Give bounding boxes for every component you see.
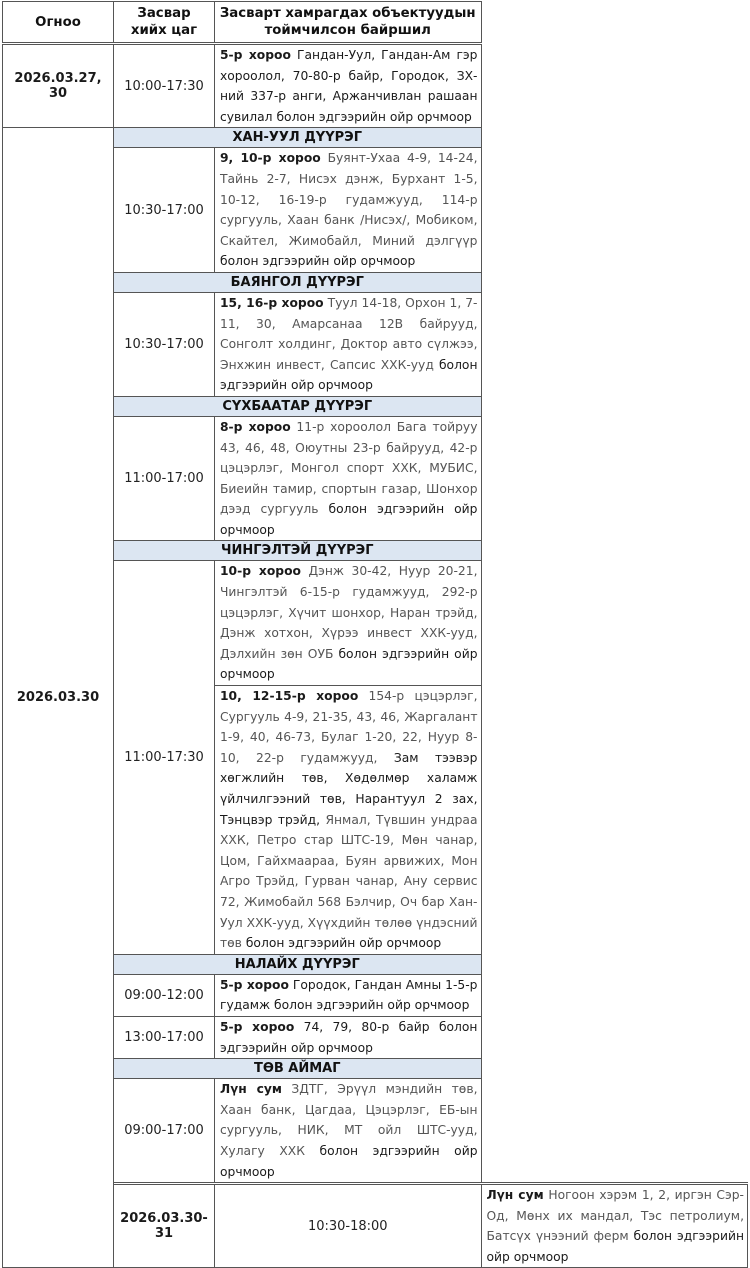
time-cell: 11:00-17:00: [114, 416, 215, 541]
time-cell: 09:00-17:00: [114, 1079, 215, 1183]
table-row: [3, 954, 748, 974]
location-cell: [215, 1079, 482, 1183]
date-cell: 2026.03.30: [3, 128, 114, 1268]
location-cell: [215, 292, 482, 396]
location-text: 11-р хороолол Бага тойруу 43, 46, 48, Оюутны 23-р байрууд, 42-р цэцэрлэг, Монгол спорт ХХК, МУБИС, Биеийн тамир, спортын газар, Шонхор дээд сургууль: [220, 419, 478, 517]
table-row: [3, 1059, 748, 1079]
section-header: ТӨВ АЙМАГ: [114, 1059, 482, 1079]
khoroo-label: 5-р хороо: [220, 977, 289, 992]
table-row: [3, 396, 748, 416]
khoroo-label: 5-р хороо: [220, 48, 291, 62]
table-row: [3, 1079, 748, 1183]
table-row: [3, 128, 748, 148]
header-location: Засварт хамрагдах объектуудын тоймчилсон байршил: [215, 2, 482, 43]
khoroo-label: 10-р хороо: [220, 564, 301, 579]
location-cell: [215, 561, 482, 686]
khoroo-label: 15, 16-р хороо: [220, 295, 324, 310]
section-header: БАЯНГОЛ ДҮҮРЭГ: [114, 272, 482, 292]
date-cell: 2026.03.30-31: [114, 1185, 215, 1268]
table-row: [3, 148, 748, 273]
location-text: ЗДТГ, Эрүүл мэндийн төв, Хаан банк, Цагдаа, Цэцэрлэг, ЕБ-ын сургууль, НИК, МТ ойл ШТС-ууд, Хулагу ХХК: [220, 1082, 478, 1158]
table-row: [3, 541, 748, 561]
time-cell: 10:00-17:30: [114, 45, 215, 128]
table-row: [3, 45, 748, 128]
location-tail: болон эдгээрийн ойр орчмоор: [220, 1143, 478, 1179]
khoroo-label: Лүн сум: [220, 1082, 282, 1097]
location-cell: [215, 686, 482, 955]
location-text: Дэнж 30-42, Нуур 20-21, Чингэлтэй 6-15-р гудамжууд, 292-р цэцэрлэг, Хүчит шонхор, Наран трэйд, Дэнж хотхон, Хүрээ инвест ХХК-ууд, Дэлхийн зөн ОУБ: [220, 564, 478, 661]
time-cell: 13:00-17:00: [114, 1016, 215, 1058]
location-text: Гандан-Уул, Гандан-Ам гэр хороолол, 70-80-р байр, Городок, ЗХ-ний 337-р анги, Аржанчивлан рашаан сувилал: [220, 48, 478, 124]
table-row: [3, 1185, 748, 1268]
location-tail: болон эдгээрийн ойр орчмоор: [220, 646, 478, 682]
location-cell: [215, 974, 482, 1016]
header-time: Засвар хийх цаг: [114, 2, 215, 43]
table-row: [3, 974, 748, 1016]
date-cell: 2026.03.27, 30: [3, 45, 114, 128]
table-row: [3, 561, 748, 686]
location-text: 154-р цэцэрлэг, Сургууль 4-9, 21-35, 43, 46, Жаргалант 1-9, 40, 46-73, Булаг 1-20, 22, Нуур 8-10, 22-р гудамжууд,: [220, 689, 478, 765]
location-text: Буянт-Ухаа 4-9, 14-24, Тайнь 2-7, Нисэх дэнж, Бурхант 1-5, 10-12, 16-19-р гудамжууд, 114-р сургууль, Хаан банк /Нисэх/, Мобиком, Скайтел, Жимобайл, Миний дэлгүүр: [220, 151, 478, 248]
location-text-highlight: Зам тээвэр хөгжлийн төв, Хөдөлмөр халамж үйлчилгээний төв, Нарантуул 2 зах, Тэнцвэр трэйд,: [220, 750, 478, 827]
location-tail: болон эдгээрийн ойр орчмоор: [220, 502, 478, 537]
khoroo-label: Лүн сум: [486, 1188, 544, 1203]
table-row: [3, 1016, 748, 1058]
location-text: 74, 79, 80-р байр: [294, 1019, 430, 1034]
khoroo-label: 8-р хороо: [220, 419, 291, 434]
header-row: [3, 2, 748, 43]
time-cell: 10:30-18:00: [215, 1185, 482, 1268]
location-cell: [215, 1016, 482, 1058]
khoroo-label: 9, 10-р хороо: [220, 151, 321, 166]
time-cell: 10:30-17:00: [114, 292, 215, 396]
location-tail: болон эдгээрийн ойр орчмоор: [270, 998, 470, 1013]
location-tail: болон эдгээрийн ойр орчмоор: [272, 109, 472, 124]
header-date: Огноо: [3, 2, 114, 43]
outage-schedule-table: [2, 1, 748, 1268]
time-cell: 09:00-12:00: [114, 974, 215, 1016]
location-text: Янмал, Түвшин ундраа ХХК, Петро стар ШТС-19, Мөн чанар, Цом, Гайхмаараа, Буян арвижих, Мон Агро Трэйд, Гурван чанар, Ану сервис 72, Жимобайл 568 Бэлчир, Оч бар Хан-Уул ХХК-ууд, Хүүхдийн төлөө үндэсний төв: [220, 812, 478, 951]
khoroo-label: 10, 12-15-р хороо: [220, 689, 359, 704]
section-header: СҮХБААТАР ДҮҮРЭГ: [114, 396, 482, 416]
table-row: [3, 292, 748, 396]
location-cell: [215, 45, 482, 128]
location-cell: [215, 416, 482, 541]
time-cell: 10:30-17:00: [114, 148, 215, 273]
time-cell: 11:00-17:30: [114, 561, 215, 954]
location-cell: [215, 148, 482, 273]
khoroo-label: 5-р хороо: [220, 1019, 295, 1034]
location-tail: болон эдгээрийн ойр орчмоор: [220, 357, 478, 393]
table-row: [3, 272, 748, 292]
location-text: Туул 14-18, Орхон 1, 7-11, 30, Амарсанаа 12В байрууд, Сонголт холдинг, Доктор авто сүлжээ, Энхжин инвест, Сапсис ХХК-ууд: [220, 295, 478, 372]
location-tail: болон эдгээрийн ойр орчмоор: [220, 1019, 478, 1055]
section-header: ХАН-УУЛ ДҮҮРЭГ: [114, 128, 482, 148]
location-text: Городок, Гандан Амны 1-5-р гудамж: [220, 977, 478, 1013]
location-cell: [481, 1185, 748, 1268]
location-tail: болон эдгээрийн ойр орчмоор: [241, 936, 442, 951]
location-tail: болон эдгээрийн ойр орчмоор: [486, 1229, 744, 1264]
location-tail: болон эдгээрийн ойр орчмоор: [220, 254, 416, 269]
section-header: ЧИНГЭЛТЭЙ ДҮҮРЭГ: [114, 541, 482, 561]
location-text: Ногоон хэрэм 1, 2, иргэн Сэр-Од, Мөнх их мандал, Тэс петролиум, Батсүх үнээний ферм: [486, 1188, 744, 1244]
table-row: [3, 416, 748, 541]
section-header: НАЛАЙХ ДҮҮРЭГ: [114, 954, 482, 974]
